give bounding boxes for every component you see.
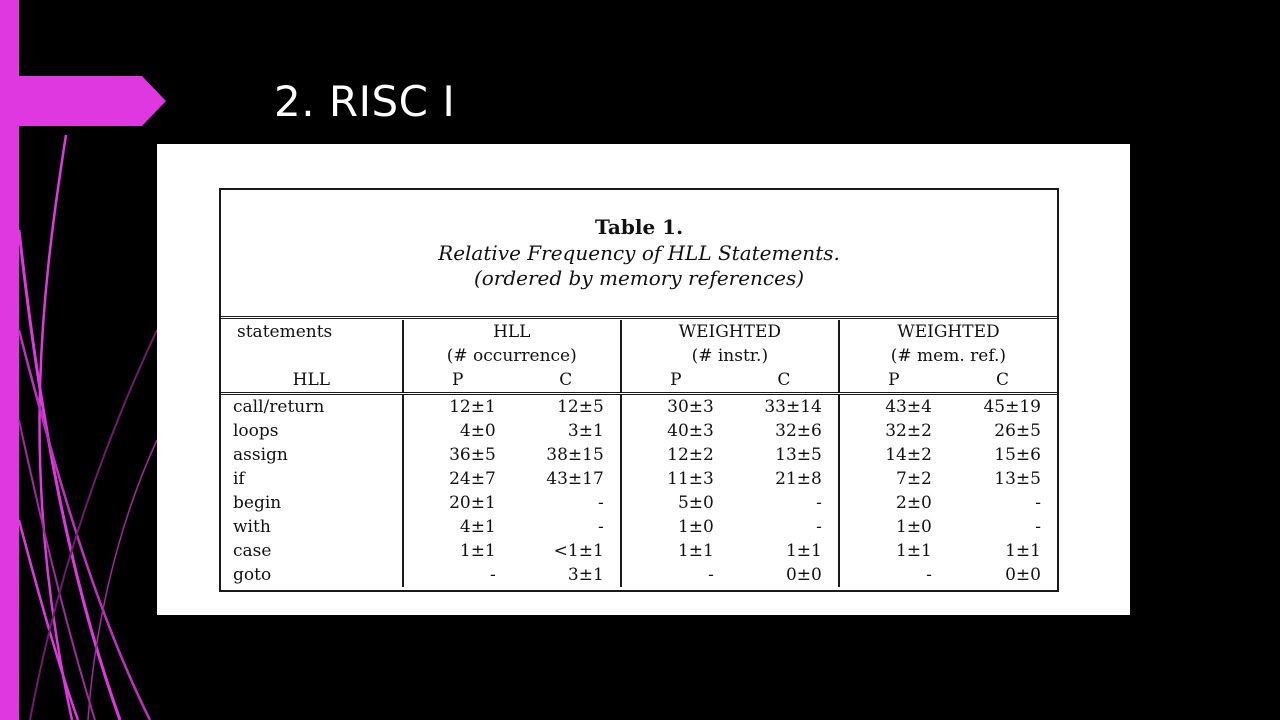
caption-subtitle: Relative Frequency of HLL Statements. <box>438 241 840 265</box>
table-row <box>221 467 1057 491</box>
header-p: P <box>403 368 512 394</box>
table-cell: 40±3 <box>667 421 714 441</box>
statement-name: loops <box>221 419 403 443</box>
table-cell: 12±1 <box>449 397 496 417</box>
table-figure <box>157 144 1130 615</box>
statement-name: goto <box>221 563 403 587</box>
table-cell: 15±6 <box>994 445 1041 465</box>
header-c: C <box>512 368 621 394</box>
caption-title: Table 1. <box>594 215 684 239</box>
table-cell: 2±0 <box>896 493 932 513</box>
table-cell: 21±8 <box>730 467 839 491</box>
table-cell: - <box>730 491 839 515</box>
table-cell: 1±1 <box>1005 541 1041 561</box>
table-cell: 30±3 <box>667 397 714 417</box>
table-cell: 4±1 <box>459 517 496 537</box>
header-group-weighted-instr: WEIGHTED <box>621 320 839 344</box>
table-cell: - <box>926 565 932 585</box>
table-cell: 1±1 <box>730 539 839 563</box>
table-cell: 1±0 <box>677 517 714 537</box>
table-cell: - <box>490 565 496 585</box>
table-cell: 38±15 <box>512 443 621 467</box>
table-cell: 11±3 <box>667 469 714 489</box>
table-cell: 36±5 <box>449 445 496 465</box>
table-cell: - <box>512 515 621 539</box>
table-cell: 13±5 <box>994 469 1041 489</box>
statement-name: if <box>221 467 403 491</box>
header-p: P <box>839 368 948 394</box>
table-cell: 1±1 <box>459 541 496 561</box>
table-row <box>221 515 1057 539</box>
header-row <box>221 320 1057 344</box>
table-cell: 3±1 <box>512 563 621 587</box>
table-cell: 13±5 <box>730 443 839 467</box>
table-cell: 45±19 <box>983 397 1041 417</box>
table-cell: 26±5 <box>994 421 1041 441</box>
table-cell: 20±1 <box>449 493 496 513</box>
statement-name: case <box>221 539 403 563</box>
slide-title: 2. RISC I <box>274 77 456 126</box>
statement-name: call/return <box>221 394 403 420</box>
table-row <box>221 539 1057 563</box>
table-cell: 1±0 <box>896 517 932 537</box>
table-cell: 4±0 <box>459 421 496 441</box>
header-group-weighted-instr-sub: (# instr.) <box>621 344 839 368</box>
header-group-weighted-mem: WEIGHTED <box>897 322 1000 342</box>
header-c: C <box>948 368 1057 394</box>
accent-curve <box>19 230 120 720</box>
caption-note: (ordered by memory references) <box>473 266 805 290</box>
table-cell: 32±6 <box>730 419 839 443</box>
header-statements-sub: HLL <box>221 368 403 394</box>
table-cell: - <box>730 515 839 539</box>
table-cell: 14±2 <box>885 445 932 465</box>
table-cell: 1±1 <box>896 541 932 561</box>
header-row <box>221 368 1057 394</box>
table-caption <box>221 190 1057 319</box>
table-cell: <1±1 <box>512 539 621 563</box>
table-row <box>221 443 1057 467</box>
table-cell: 24±7 <box>449 469 496 489</box>
accent-curve <box>88 440 157 720</box>
left-accent-bar <box>0 0 19 720</box>
header-c: C <box>730 368 839 394</box>
header-group-hll-sub: (# occurrence) <box>403 344 621 368</box>
statement-name: with <box>221 515 403 539</box>
table-cell: 32±2 <box>885 421 932 441</box>
accent-curve <box>19 420 95 720</box>
statement-name: begin <box>221 491 403 515</box>
header-group-weighted-mem-sub: (# mem. ref.) <box>890 346 1007 366</box>
table-cell: - <box>1035 493 1041 513</box>
table-cell: - <box>512 491 621 515</box>
table-row <box>221 491 1057 515</box>
header-group-hll: HLL <box>403 320 621 344</box>
table-frame <box>219 188 1059 592</box>
table-row <box>221 419 1057 443</box>
table-cell: 43±17 <box>512 467 621 491</box>
frequency-table <box>221 320 1057 587</box>
title-arrow-accent <box>19 76 166 126</box>
header-row <box>221 344 1057 368</box>
table-cell: 33±14 <box>730 394 839 420</box>
table-cell: 12±5 <box>512 394 621 420</box>
header-p: P <box>621 368 730 394</box>
table-cell: 43±4 <box>885 397 932 417</box>
table-cell: 1±1 <box>677 541 714 561</box>
table-cell: 0±0 <box>730 563 839 587</box>
header-statements: statements <box>221 320 403 344</box>
table-cell: 7±2 <box>896 469 932 489</box>
table-cell: 5±0 <box>677 493 714 513</box>
table-row <box>221 563 1057 587</box>
table-cell: - <box>708 565 714 585</box>
table-cell: 0±0 <box>1005 565 1041 585</box>
table-cell: 3±1 <box>512 419 621 443</box>
table-cell: 12±2 <box>667 445 714 465</box>
table-row <box>221 394 1057 420</box>
table-cell: - <box>1035 517 1041 537</box>
statement-name: assign <box>221 443 403 467</box>
